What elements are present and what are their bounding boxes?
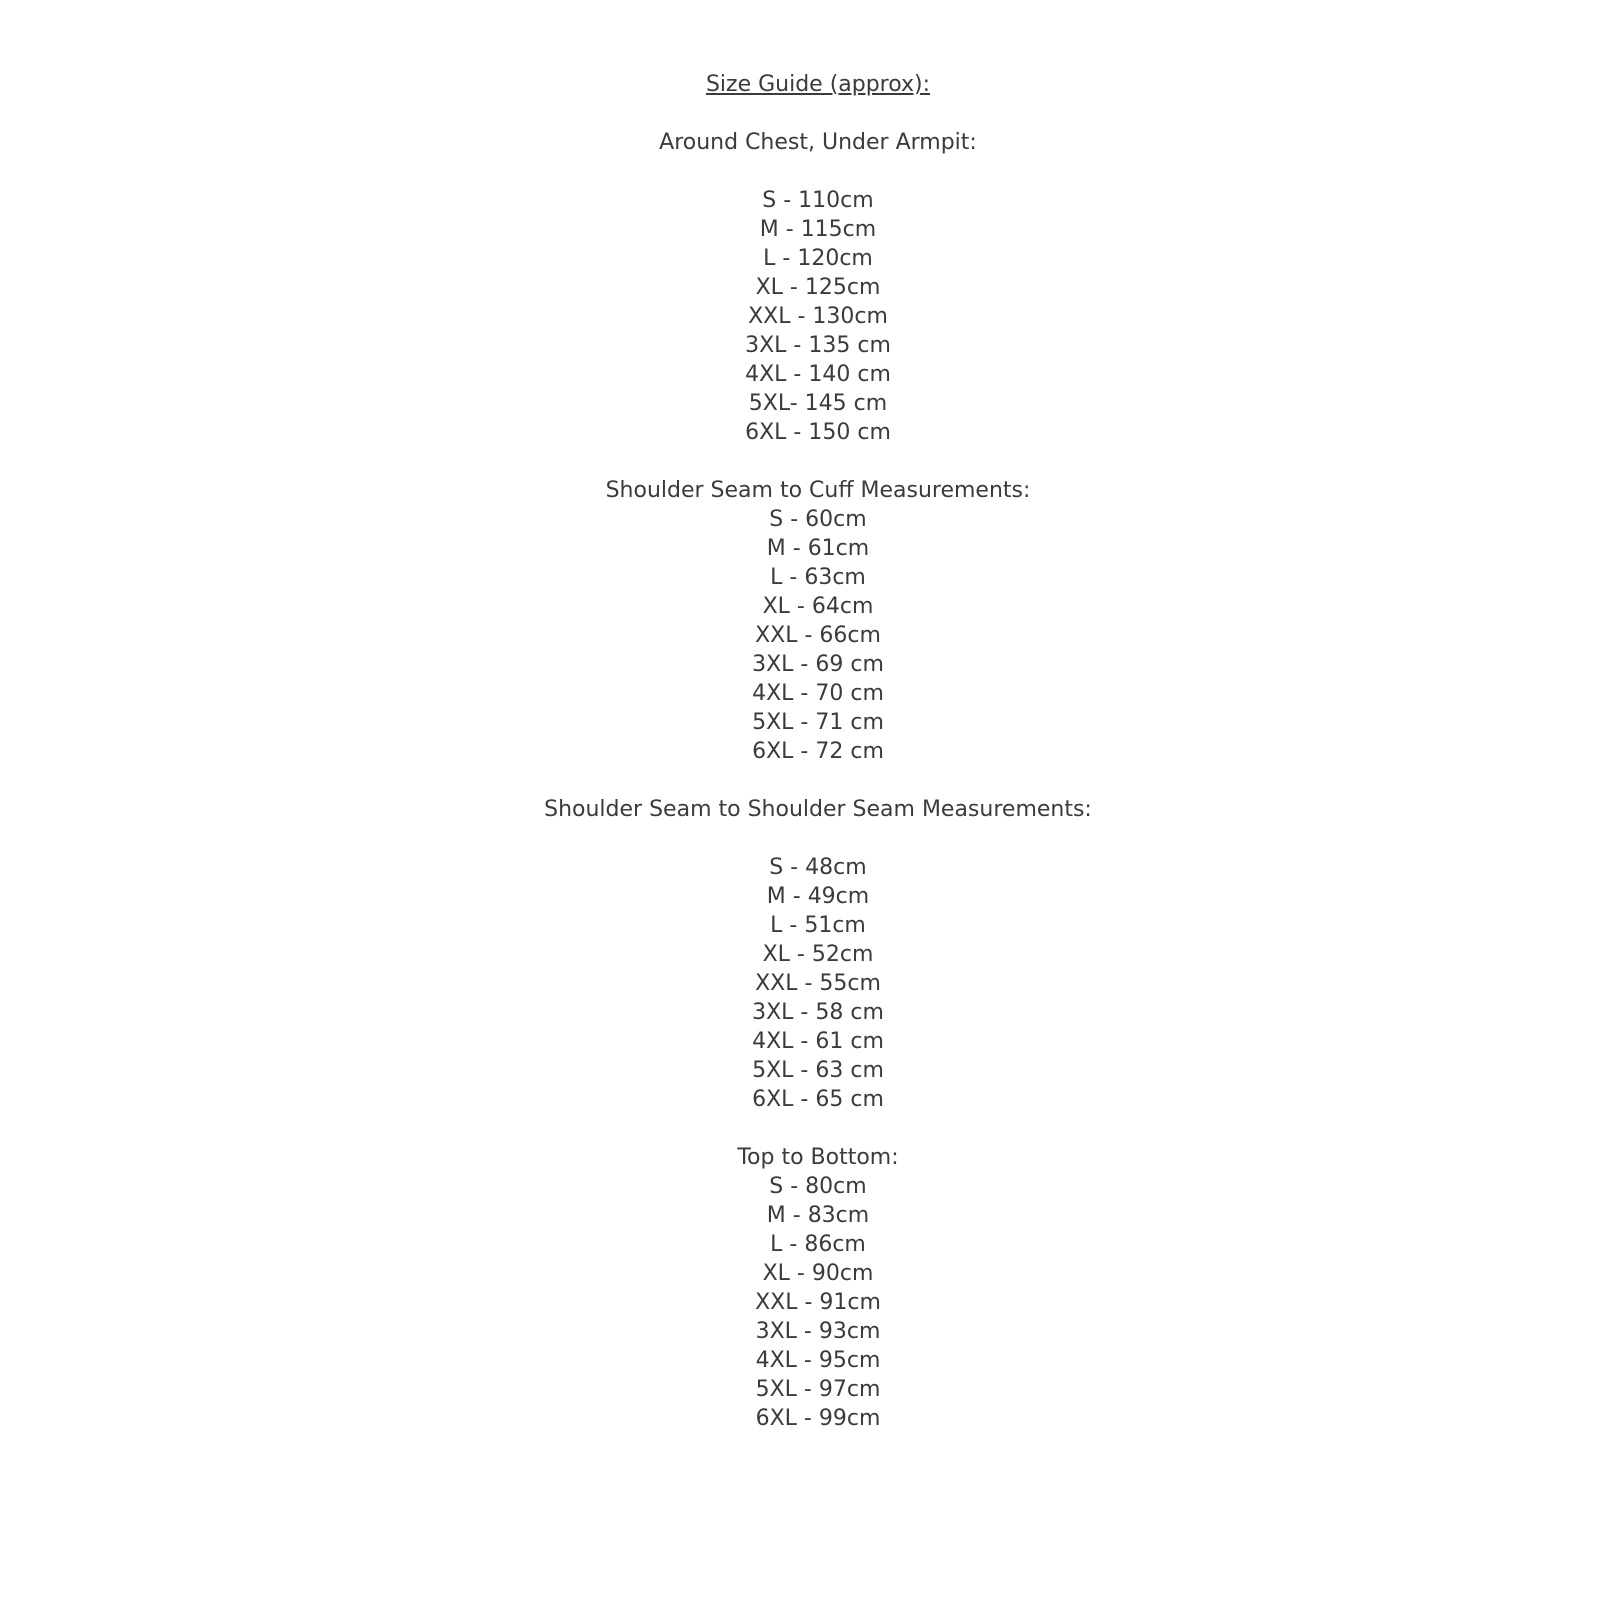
- section-around-chest: [36, 128, 1600, 447]
- section-heading: Around Chest, Under Armpit:: [659, 130, 977, 155]
- size-line: 6XL - 150 cm: [745, 420, 891, 445]
- size-line: L - 63cm: [770, 565, 866, 590]
- size-line: S - 60cm: [769, 507, 867, 532]
- size-line: 4XL - 140 cm: [745, 362, 891, 387]
- size-line: 5XL - 97cm: [755, 1377, 881, 1402]
- size-line: XXL - 66cm: [755, 623, 881, 648]
- size-line: XL - 52cm: [762, 942, 874, 967]
- size-line: M - 49cm: [766, 884, 870, 909]
- size-line: 3XL - 58 cm: [752, 1000, 884, 1025]
- size-line: M - 83cm: [766, 1203, 870, 1228]
- size-line: XXL - 55cm: [755, 971, 881, 996]
- size-line: 3XL - 93cm: [755, 1319, 881, 1344]
- size-line: 6XL - 72 cm: [752, 739, 884, 764]
- size-line: 5XL - 71 cm: [752, 710, 884, 735]
- size-line: 4XL - 95cm: [755, 1348, 881, 1373]
- size-line: L - 120cm: [763, 246, 873, 271]
- section-heading: Shoulder Seam to Cuff Measurements:: [605, 478, 1031, 503]
- size-line: 4XL - 61 cm: [752, 1029, 884, 1054]
- size-line: 6XL - 99cm: [755, 1406, 881, 1431]
- size-line: XXL - 91cm: [755, 1290, 881, 1315]
- size-line: S - 110cm: [762, 188, 874, 213]
- size-line: 5XL- 145 cm: [748, 391, 888, 416]
- section-top-to-bottom: [36, 1143, 1600, 1433]
- size-line: XL - 90cm: [762, 1261, 874, 1286]
- section-seam-to-cuff: [36, 476, 1600, 766]
- size-line: 6XL - 65 cm: [752, 1087, 884, 1112]
- size-line: XXL - 130cm: [748, 304, 888, 329]
- size-line: M - 61cm: [766, 536, 870, 561]
- size-line: 3XL - 69 cm: [752, 652, 884, 677]
- page-title: Size Guide (approx):: [705, 72, 931, 97]
- size-line: 5XL - 63 cm: [752, 1058, 884, 1083]
- size-line: S - 48cm: [769, 855, 867, 880]
- section-heading: Top to Bottom:: [737, 1145, 899, 1170]
- size-line: L - 51cm: [770, 913, 866, 938]
- section-heading: Shoulder Seam to Shoulder Seam Measurements:: [544, 797, 1092, 822]
- size-line: L - 86cm: [770, 1232, 866, 1257]
- size-line: M - 115cm: [759, 217, 877, 242]
- size-line: XL - 125cm: [755, 275, 881, 300]
- section-seam-to-seam: [36, 795, 1600, 1114]
- size-line: XL - 64cm: [762, 594, 874, 619]
- size-line: 3XL - 135 cm: [745, 333, 891, 358]
- size-line: 4XL - 70 cm: [752, 681, 884, 706]
- size-line: S - 80cm: [769, 1174, 867, 1199]
